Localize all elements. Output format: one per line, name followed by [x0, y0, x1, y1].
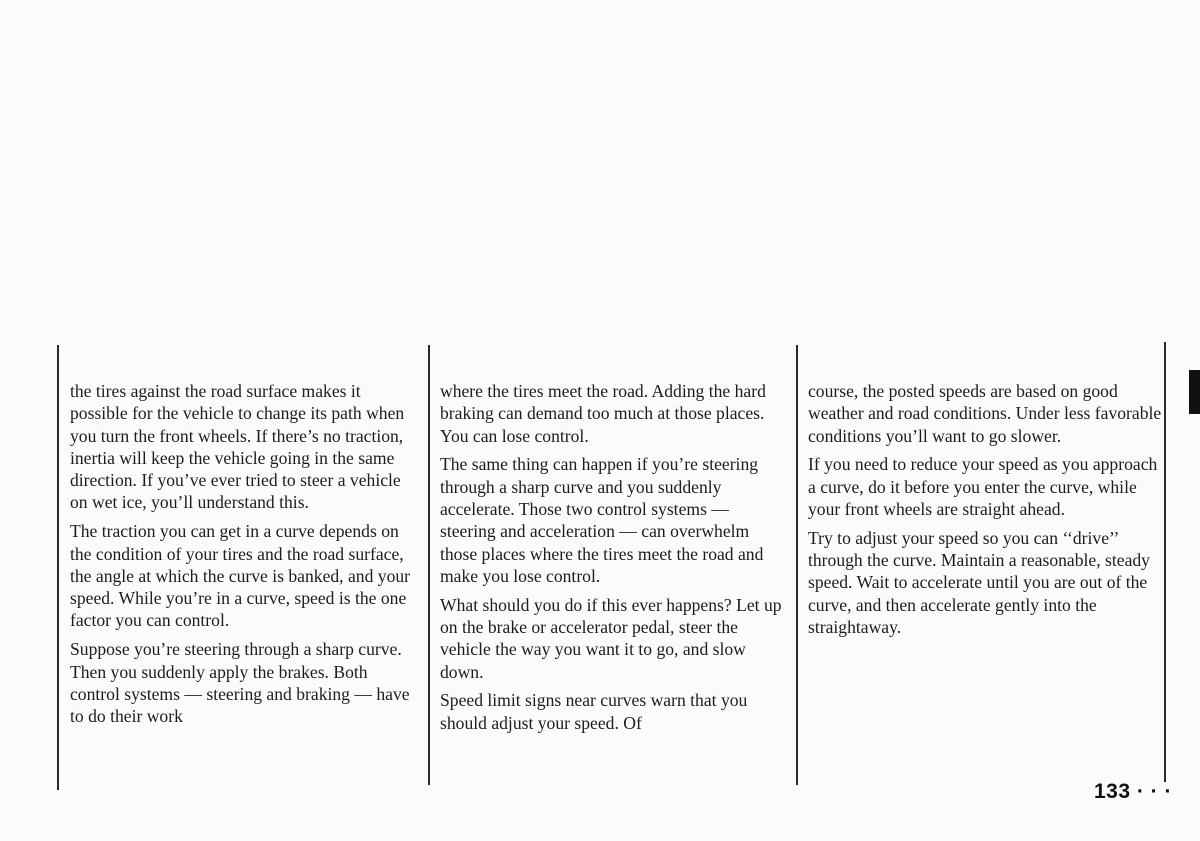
paragraph: course, the posted speeds are based on good weather and road conditions. Under less favorable conditions you’ll want to go slower. — [808, 381, 1162, 446]
paragraph: Speed limit signs near curves warn that you should adjust your speed. Of — [440, 690, 748, 733]
paragraph: If you need to reduce your speed as you approach a curve, do it before you enter the curve, while your front wheels are straight ahead. — [808, 454, 1158, 519]
text-column-3 — [808, 380, 1163, 645]
paragraph: Suppose you’re steering through a sharp curve. Then you suddenly apply the brakes. Both control systems — steering and braking — have to do their work — [70, 639, 410, 727]
column-rule-1 — [57, 345, 59, 790]
text-column-2 — [440, 380, 785, 740]
column-rule-3 — [796, 345, 798, 785]
paragraph: The traction you can get in a curve depends on the condition of your tires and the road surface, the angle at which the curve is banked, and your speed. While you’re in a curve, speed is the one factor you can control. — [70, 521, 411, 631]
page-edge-tab — [1189, 370, 1200, 414]
paragraph: Try to adjust your speed so you can ‘‘drive’’ through the curve. Maintain a reasonable, steady speed. Wait to accelerate until you are out of the curve, and then accelerate gently into the straightaway. — [808, 527, 1150, 637]
column-rule-2 — [428, 345, 430, 785]
text-column-1 — [70, 380, 420, 734]
paragraph: the tires against the road surface makes it possible for the vehicle to change its path when you turn the front wheels. If there’s no traction, inertia will keep the vehicle going in the same direction. If you’ve ever tried to steer a vehicle on wet ice, you’ll understand this. — [70, 381, 405, 513]
paragraph: The same thing can happen if you’re steering through a sharp curve and you suddenly accelerate. Those two control systems — steering and acceleration — can overwhelm those places where the tires meet the road and make you lose control. — [440, 454, 764, 586]
column-rule-4 — [1164, 342, 1166, 782]
paragraph: where the tires meet the road. Adding the hard braking can demand too much at those places. You can lose control. — [440, 381, 766, 446]
page-number: 133 · · · — [1093, 780, 1172, 803]
paragraph: What should you do if this ever happens? Let up on the brake or accelerator pedal, steer the vehicle the way you want it to go, and slow down. — [440, 594, 782, 682]
